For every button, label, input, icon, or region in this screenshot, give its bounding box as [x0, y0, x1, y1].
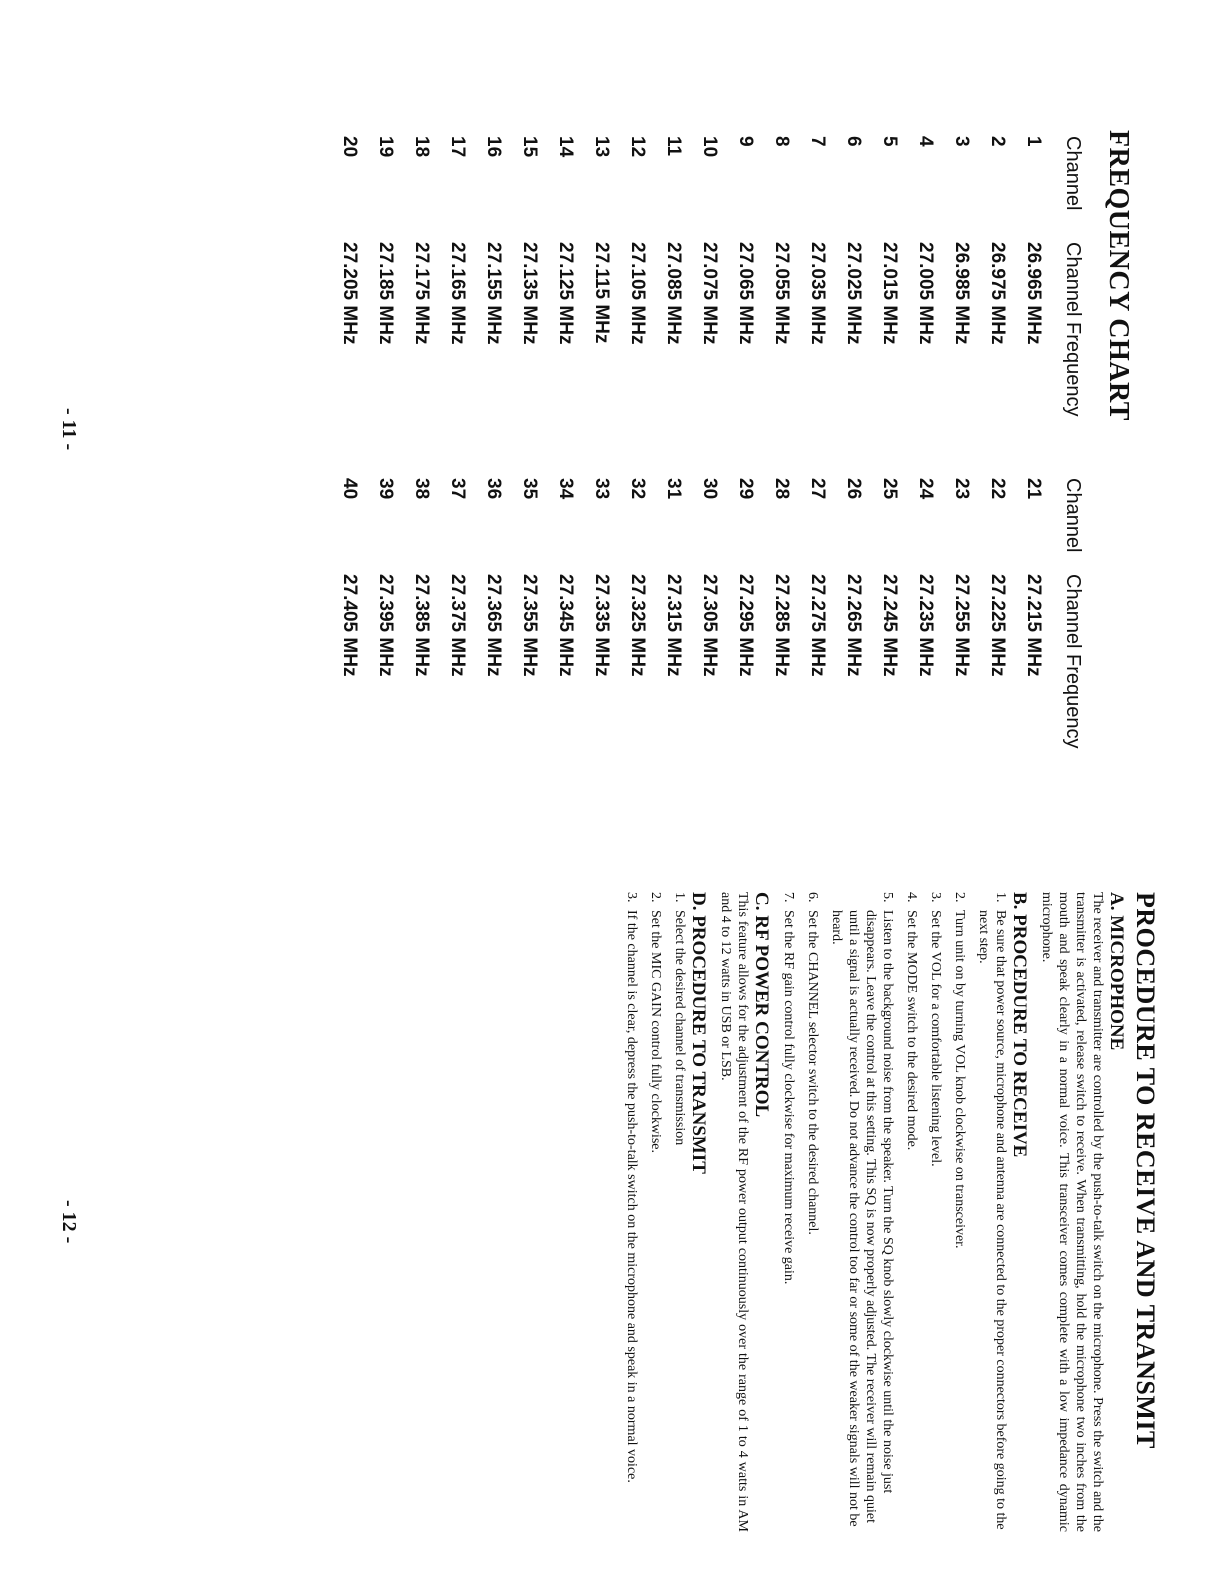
channel-cell: 14 — [555, 136, 576, 158]
transmit-steps — [623, 892, 688, 1532]
frequency-cell: 27.405 MHz — [339, 574, 360, 677]
step-number: 2. — [648, 892, 663, 903]
frequency-cell: 27.075 MHz — [699, 242, 720, 345]
step-number: 7. — [781, 892, 796, 903]
table-row — [835, 130, 871, 749]
channel-cell: 35 — [519, 478, 540, 500]
frequency-cell: 27.035 MHz — [807, 242, 828, 345]
frequency-cell: 27.315 MHz — [663, 574, 684, 677]
frequency-cell: 27.355 MHz — [519, 574, 540, 677]
channel-cell: 37 — [447, 478, 468, 500]
step-text: If the channel is clear, depress the push-to-talk switch on the microphone and speak in a normal voice. — [624, 910, 639, 1483]
channel-cell: 22 — [987, 478, 1008, 500]
channel-cell: 9 — [735, 136, 756, 147]
frequency-cell: 26.985 MHz — [951, 242, 972, 345]
table-row — [547, 130, 583, 749]
frequency-cell: 27.285 MHz — [771, 574, 792, 677]
channel-cell: 2 — [987, 136, 1008, 147]
channel-cell: 11 — [663, 136, 684, 157]
step-number: 3. — [624, 892, 639, 903]
frequency-cell: 27.265 MHz — [843, 574, 864, 677]
step-item — [647, 892, 664, 1532]
channel-cell: 6 — [843, 136, 864, 147]
step-item — [780, 892, 797, 1532]
frequency-cell: 27.065 MHz — [735, 242, 756, 345]
step-number: 1. — [672, 892, 687, 903]
page-number-11: - 11 - — [58, 408, 80, 451]
channel-cell: 30 — [699, 478, 720, 500]
channel-cell: 18 — [411, 136, 432, 158]
channel-cell: 25 — [879, 478, 900, 500]
frequency-cell: 27.295 MHz — [735, 574, 756, 677]
frequency-cell: 27.385 MHz — [411, 574, 432, 677]
channel-cell: 7 — [807, 136, 828, 147]
table-row — [763, 130, 799, 749]
channel-cell: 32 — [627, 478, 648, 500]
step-item — [671, 892, 688, 1532]
table-row — [367, 130, 403, 749]
channel-cell: 15 — [519, 136, 540, 158]
frequency-cell: 27.395 MHz — [375, 574, 396, 677]
step-text: Set the VOL for a comfortable listening level. — [928, 910, 943, 1167]
frequency-cell: 27.185 MHz — [375, 242, 396, 345]
channel-cell: 40 — [339, 478, 360, 500]
step-item — [927, 892, 944, 1532]
table-row — [943, 130, 979, 749]
channel-cell: 24 — [915, 478, 936, 500]
frequency-cell: 27.055 MHz — [771, 242, 792, 345]
frequency-table — [331, 130, 1084, 749]
frequency-cell: 27.005 MHz — [915, 242, 936, 345]
step-item — [903, 892, 920, 1532]
frequency-cell: 27.305 MHz — [699, 574, 720, 677]
step-text: Turn unit on by turning VOL knob clockwise on transceiver. — [952, 910, 967, 1249]
step-item — [975, 892, 1009, 1532]
channel-cell: 16 — [483, 136, 504, 158]
channel-cell: 26 — [843, 478, 864, 500]
table-row — [511, 130, 547, 749]
table-row — [799, 130, 835, 749]
channel-cell: 29 — [735, 478, 756, 500]
frequency-cell: 27.135 MHz — [519, 242, 540, 345]
table-row — [1015, 130, 1051, 749]
transmit-heading: D. PROCEDURE TO TRANSMIT — [688, 892, 709, 1174]
header-frequency: Channel Frequency — [1062, 242, 1084, 417]
procedure-section — [616, 892, 1160, 1532]
frequency-cell: 27.235 MHz — [915, 574, 936, 677]
step-item — [951, 892, 968, 1532]
step-text: Listen to the background noise from the speaker. Turn the SQ knob slowly clockwise until the noise just disappears. Leave the control at this setting. This SQ is now properly adjusted. The receiver will remain quiet until a signal is actually received. Do not advance the control too far or some of the weaker signals will not be heard. — [829, 910, 895, 1527]
procedure-title: PROCEDURE TO RECEIVE AND TRANSMIT — [1131, 892, 1160, 1449]
channel-cell: 34 — [555, 478, 576, 500]
channel-cell: 12 — [627, 136, 648, 158]
frequency-cell: 27.325 MHz — [627, 574, 648, 677]
header-frequency-2: Channel Frequency — [1062, 574, 1084, 749]
frequency-cell: 27.365 MHz — [483, 574, 504, 677]
frequency-cell: 27.085 MHz — [663, 242, 684, 345]
channel-cell: 19 — [375, 136, 396, 158]
rf-power-text: This feature allows for the adjustment of the RF power output continuously over the range of 1 to 4 watts in AM and 4 to 12 watts in USB or LSB. — [718, 892, 750, 1532]
header-channel-2: Channel — [1062, 478, 1084, 553]
frequency-cell: 27.125 MHz — [555, 242, 576, 345]
channel-cell: 31 — [663, 478, 684, 500]
table-header-row — [1051, 130, 1084, 749]
frequency-cell: 27.275 MHz — [807, 574, 828, 677]
frequency-cell: 27.345 MHz — [555, 574, 576, 677]
table-row — [655, 130, 691, 749]
step-number: 5. — [880, 892, 895, 903]
channel-cell: 1 — [1023, 136, 1044, 147]
table-row — [583, 130, 619, 749]
step-text: Be sure that power source, microphone and antenna are connected to the proper connectors before going to the next step. — [976, 910, 1008, 1530]
frequency-cell: 27.175 MHz — [411, 242, 432, 345]
channel-cell: 27 — [807, 478, 828, 500]
frequency-cell: 26.965 MHz — [1023, 242, 1044, 345]
channel-cell: 13 — [591, 136, 612, 158]
step-text: Set the RF gain control fully clockwise for maximum receive gain. — [781, 910, 796, 1285]
frequency-cell: 27.025 MHz — [843, 242, 864, 345]
frequency-cell: 27.215 MHz — [1023, 574, 1044, 677]
table-row — [691, 130, 727, 749]
channel-cell: 33 — [591, 478, 612, 500]
rf-power-heading: C. RF POWER CONTROL — [751, 892, 772, 1118]
table-row — [871, 130, 907, 749]
frequency-cell: 27.165 MHz — [447, 242, 468, 345]
frequency-cell: 27.205 MHz — [339, 242, 360, 345]
channel-cell: 5 — [879, 136, 900, 147]
step-text: Set the MIC GAIN control fully clockwise. — [648, 910, 663, 1154]
frequency-cell: 27.115 MHz — [591, 242, 612, 344]
step-item — [828, 892, 896, 1532]
frequency-cell: 27.015 MHz — [879, 242, 900, 345]
step-item — [804, 892, 821, 1532]
table-row — [331, 130, 367, 749]
receive-steps — [780, 892, 1009, 1532]
step-text: Set the MODE switch to the desired mode. — [904, 910, 919, 1151]
table-row — [979, 130, 1015, 749]
step-number: 2. — [952, 892, 967, 903]
page-12 — [0, 792, 1224, 1584]
microphone-heading: A. MICROPHONE — [1106, 892, 1127, 1051]
channel-cell: 3 — [951, 136, 972, 147]
page-number-12: - 12 - — [58, 1200, 80, 1244]
frequency-cell: 27.335 MHz — [591, 574, 612, 677]
channel-cell: 4 — [915, 136, 936, 147]
frequency-cell: 26.975 MHz — [987, 242, 1008, 345]
table-row — [475, 130, 511, 749]
channel-cell: 39 — [375, 478, 396, 500]
channel-cell: 36 — [483, 478, 504, 500]
step-number: 6. — [805, 892, 820, 903]
frequency-cell: 27.245 MHz — [879, 574, 900, 677]
frequency-cell: 27.225 MHz — [987, 574, 1008, 677]
channel-cell: 38 — [411, 478, 432, 500]
step-item — [623, 892, 640, 1532]
table-row — [439, 130, 475, 749]
frequency-table-body — [331, 130, 1051, 749]
channel-cell: 28 — [771, 478, 792, 500]
table-row — [727, 130, 763, 749]
channel-cell: 10 — [699, 136, 720, 158]
channel-cell: 8 — [771, 136, 792, 147]
step-number: 4. — [904, 892, 919, 903]
step-text: Select the desired channel of transmission — [672, 910, 687, 1146]
table-row — [907, 130, 943, 749]
frequency-chart-title: FREQUENCY CHART — [1103, 130, 1134, 421]
channel-cell: 17 — [447, 136, 468, 158]
frequency-cell: 27.105 MHz — [627, 242, 648, 345]
frequency-cell: 27.255 MHz — [951, 574, 972, 677]
channel-cell: 23 — [951, 478, 972, 500]
channel-cell: 21 — [1023, 478, 1044, 500]
step-number: 3. — [928, 892, 943, 903]
channel-cell: 20 — [339, 136, 360, 158]
table-row — [403, 130, 439, 749]
microphone-text: The receiver and transmitter are controlled by the push-to-talk switch on the microphone. Press the switch and the transmitter is activated, release switch to receive. When transmitting, hold the microphone two inches from the mouth and speak clearly in a normal voice. This transceiver comes complete with a low impedance dynamic microphone. — [1039, 892, 1105, 1532]
frequency-cell: 27.155 MHz — [483, 242, 504, 345]
header-channel: Channel — [1062, 136, 1084, 211]
step-number: 1. — [993, 892, 1008, 903]
step-text: Set the CHANNEL selector switch to the desired channel. — [805, 910, 820, 1235]
table-row — [619, 130, 655, 749]
receive-heading: B. PROCEDURE TO RECEIVE — [1009, 892, 1030, 1158]
frequency-cell: 27.375 MHz — [447, 574, 468, 677]
